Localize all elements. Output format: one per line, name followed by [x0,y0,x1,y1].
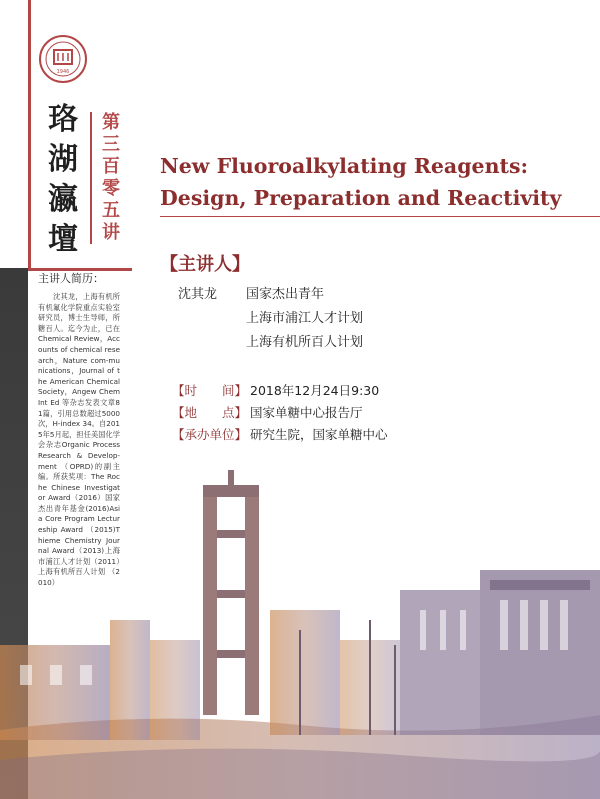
lecture-char: 零 [102,178,120,199]
speaker-honors [246,283,363,355]
info-location [172,402,388,424]
calligraphy-char: 湖 [48,142,80,177]
logo-year: 1946 [56,69,70,75]
campus-skyline-illustration [0,470,600,799]
honor-item: 上海有机所百人计划 [246,335,364,350]
title-underline [160,216,600,217]
lecture-char: 三 [102,134,120,155]
info-value: 2018年12月24日9:30 [250,383,380,398]
lecture-number [90,112,126,244]
speaker-tag: 【主讲人】 [160,254,250,275]
speaker-name: 沈其龙 [178,287,218,302]
bio-text: 沈其龙，上海有机所有机氟化学院重点实验室研究员，博士生导师，所糖百人。迄今为止，已在Chemical Review，Accounts of chemical research，Nature com-munications，Journal of the American Chemical Society，Angew Chem Int Ed 等杂志发表文章81篇，引用总数超过5000次，H-index 34。自2015年5月起，担任美国化学会杂志Organic Process Research & Develop-ment （OPRD)的副主编。所获奖项：The Roche Chinese Investigator Award（2016）国家杰出青年基金(2016)Asia Core Program Lectureship Award （2015)Thieme Chemistry Journal Award（2013)上海市浦江人才计划（2011）上海有机所百人计划 （2010） [38,292,120,588]
lecture-char: 百 [102,156,120,177]
info-label: 【时 间】 [172,383,248,398]
title-line: Design, Preparation and Reactivity [160,186,562,210]
info-value: 研究生院，国家单糖中心 [250,427,388,442]
honor-item: 上海市浦江人才计划 [246,311,364,326]
calligraphy-char: 瀛 [48,182,80,217]
bio-heading: 主讲人简历： [38,272,104,285]
honor-item: 国家杰出青年 [246,287,325,302]
calligraphy-char: 珞 [48,102,80,137]
university-logo-icon [38,34,88,84]
red-vertical-rule [28,0,31,270]
info-label: 【地 点】 [172,405,248,420]
lecture-char: 第 [102,112,120,133]
event-info [172,380,388,446]
lecture-char: 五 [102,200,120,221]
info-label: 【承办单位】 [172,427,248,442]
lecture-char: 讲 [102,222,120,243]
info-value: 国家单糖中心报告厅 [250,405,363,420]
title-line: New Fluoroalkylating Reagents: [160,154,529,178]
info-time [172,380,388,402]
calligraphy-char: 壇 [48,222,80,257]
calligraphy-title [48,100,88,260]
lecture-title [160,150,590,214]
info-organizer [172,424,388,446]
